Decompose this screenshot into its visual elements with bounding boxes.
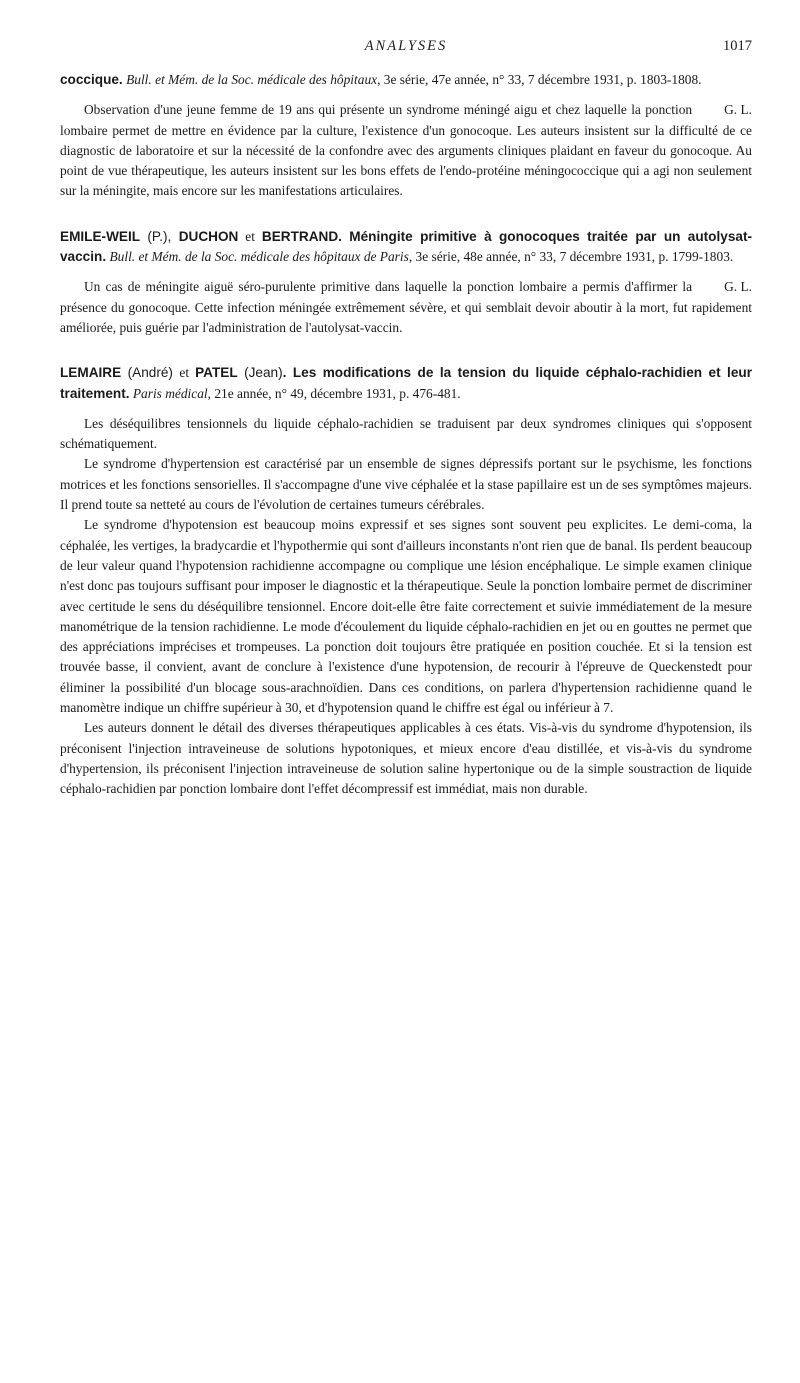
- entry-author: PATEL: [195, 365, 238, 381]
- entry-source: Paris médical: [132, 385, 208, 401]
- author-conjunction: et: [238, 228, 262, 244]
- abstract-paragraph: Le syndrome d'hypotension est beaucoup moins expressif et ses signes sont souvent peu explicites. Le demi-coma, la céphalée, les vertiges, la bradycardie et l'hypothermie qui sont d'ailleurs inconstants n'ont rien que de banal. Ils perdent beaucoup de leur valeur quand l'hypotension rachidienne accompagne ou complique une lésion encéphalique. Le simple examen clinique n'est donc pas toujours suffisant pour imposer le diagnostic et la thérapeutique. Seule la ponction lombaire permet de discriminer avec certitude le sens du déséquilibre tensionnel. Encore doit-elle être faite correctement et suivie immédiatement de la mesure manométrique de la tension rachidienne. Le mode d'écoulement du liquide céphalo-rachidien en jet ou en gouttes ne permet que des appréciations imprécises et trompeuses. La ponction doit toujours être pratiquée en position couchée. Et si la tension est trouvée basse, il convient, avant de conclure à l'existence d'une hypotension, de recourir à l'épreuve de Queckenstedt pour éliminer la possibilité d'un blocage sous-arachnoïdien. Dans ces conditions, on parlera d'hypertension rachidienne quand le manomètre indique un chiffre supérieur à 30, et d'hypotension quand le chiffre est égal ou inférieur à 7.: [60, 517, 752, 716]
- entry-details: , 21e année, n° 49, décembre 1931, p. 476-481.: [207, 385, 461, 401]
- entry-abstract: [60, 100, 752, 201]
- abstract-paragraph: Observation d'une jeune femme de 19 ans qui présente un syndrome méningé aigu et chez laquelle la ponction lombaire permet de mettre en évidence par la culture, l'existence d'un gonocoque. Les auteurs insistent sur la difficulté de ce diagnostic de laboratoire et sur la nécessité de la confondre avec des arguments cliniques plaidant en faveur du gonocoque. Au point de vue thérapeutique, les auteurs insistent sur les bons effets de l'endo-protéine méningococcique qui a agi non seulement sur la méningite, mais encore sur les manifestations articulaires.: [60, 102, 752, 199]
- running-title: ANALYSES: [364, 38, 448, 54]
- entry-author: EMILE-WEIL: [60, 228, 141, 244]
- entry-title-tail: coccique.: [60, 72, 123, 87]
- entry-source: Bull. et Mém. de la Soc. médicale des hôpitaux: [126, 72, 378, 87]
- entry-source: Bull. et Mém. de la Soc. médicale des hôpitaux de Paris: [109, 249, 409, 265]
- entry-details: , 3e série, 48e année, n° 33, 7 décembre 1931, p. 1799-1803.: [408, 249, 734, 265]
- page-number: 1017: [723, 38, 752, 54]
- entry-author: LEMAIRE: [60, 365, 122, 381]
- entry-abstract: [60, 277, 752, 338]
- entry-title: . Méningite primitive à gonocoques traitée par un autolysat-vaccin.: [60, 228, 752, 265]
- abstract-entry: [60, 227, 752, 338]
- entry-author: BERTRAND: [261, 228, 339, 244]
- page-body: [60, 70, 752, 800]
- abstract-paragraph: Un cas de méningite aiguë séro-purulente primitive dans laquelle la ponction lombaire a permis d'affirmer la présence du gonocoque. Cette infection méningée extrêmement sévère, et qui semblait devoir aboutir à la mort, fut rapidement améliorée, puis guérie par l'administration de l'autolysat-vaccin.: [60, 279, 752, 335]
- entry-reference: [60, 363, 752, 404]
- author-initials: (André): [121, 365, 180, 381]
- entry-signature: G. L.: [724, 279, 752, 295]
- entry-signature: G. L.: [724, 102, 752, 118]
- author-initials: (P.),: [140, 228, 179, 244]
- abstract-paragraph: Les déséquilibres tensionnels du liquide céphalo-rachidien se traduisent par deux syndromes cliniques qui s'opposent schématiquement.: [60, 415, 752, 452]
- entry-details: , 3e série, 47e année, n° 33, 7 décembre 1931, p. 1803-1808.: [377, 72, 702, 87]
- entry-author: DUCHON: [178, 228, 239, 244]
- entry-reference: [60, 70, 752, 90]
- abstract-paragraph: Le syndrome d'hypertension est caractérisé par un ensemble de signes dépressifs portant sur le psychisme, les fonctions motrices et les fonctions sensorielles. Il s'accompagne d'une vive céphalée et la stase papillaire est un de ses symptômes majeurs. Il prend toute sa netteté au cours de l'évolution de certaines tumeurs cérébrales.: [60, 456, 752, 513]
- entry-title: . Les modifications de la tension du liquide céphalo-rachidien et leur traitement.: [60, 365, 752, 401]
- abstract-entry: [60, 70, 752, 202]
- page-header: [60, 38, 752, 58]
- abstract-paragraph: Les auteurs donnent le détail des diverses thérapeutiques applicables à ces états. Vis-à-vis du syndrome d'hypotension, ils préconisent l'injection intraveineuse de solutions hypotoniques, et mieux encore d'eau distillée, et vis-à-vis du syndrome d'hypertension, ils préconisent l'injection intraveineuse de solution saline hypertonique ou de la simple soustraction de liquide céphalo-rachidien par ponction lombaire dont l'effet décompressif est immédiat, mais non durable.: [60, 720, 752, 797]
- entry-reference: [60, 227, 752, 268]
- author-conjunction: et: [179, 365, 196, 381]
- abstract-entry: [60, 363, 752, 799]
- author-initials: (Jean): [237, 365, 283, 381]
